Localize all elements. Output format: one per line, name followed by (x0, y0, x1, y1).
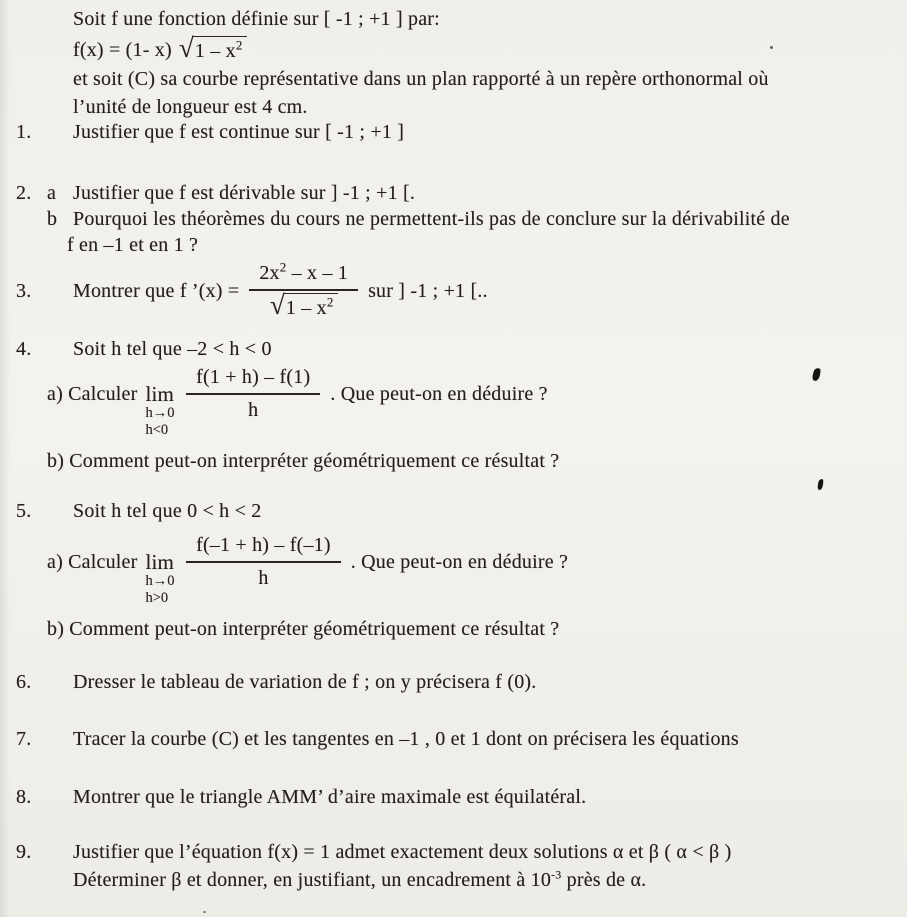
question-2a-text: Justifier que f est dérivable sur ] -1 ; +1 [. (73, 182, 416, 204)
fraction-denominator: h (248, 399, 259, 421)
question-4-number: 4. (16, 338, 32, 360)
radicand-exponent: 2 (326, 294, 334, 310)
question-2b (0, 206, 907, 232)
question-3 (0, 260, 907, 321)
radical-sign-icon: √ (269, 290, 285, 320)
radicand-exponent: 2 (235, 37, 243, 53)
derivative-fraction (249, 260, 358, 321)
formula-line (73, 33, 907, 64)
question-4b (0, 448, 907, 474)
radicand (283, 293, 338, 321)
question-9 (0, 839, 907, 865)
square-root (178, 33, 247, 64)
question-7-text: Tracer la courbe (C) et les tangentes en –1 , 0 et 1 dont on précisera les équations (73, 728, 739, 750)
limit-conditions (145, 573, 174, 607)
question-6 (0, 669, 907, 695)
radicand (192, 36, 247, 64)
question-6-text: Dresser le tableau de variation de f ; on y précisera f (0). (73, 671, 537, 693)
fraction-denominator: h (258, 567, 269, 589)
fraction-numerator: f(–1 + h) – f(–1) (186, 532, 341, 563)
question-2a (0, 180, 907, 206)
intro-text-2: et soit (C) sa courbe représentative dans un plan rapporté à un repère orthonormal où (73, 68, 769, 90)
question-8 (0, 784, 907, 810)
limit-condition-1: h→0 (145, 572, 175, 589)
question-7 (0, 726, 907, 752)
ink-speck (203, 911, 206, 913)
question-4b-text: b) Comment peut-on interpréter géométriquement ce résultat ? (47, 450, 560, 472)
question-3-equation (73, 260, 907, 321)
fraction-denominator (270, 291, 338, 321)
radicand-base: 1 – x (285, 297, 327, 319)
square-root (269, 290, 338, 321)
question-3-number: 3. (16, 279, 32, 302)
question-5-text: Soit h tel que 0 < h < 2 (73, 500, 262, 522)
limit-condition-2: h<0 (145, 421, 169, 438)
question-8-text: Montrer que le triangle AMM’ d’aire maximale est équilatéral. (73, 786, 587, 808)
question-9-continued (0, 867, 907, 893)
question-4a-tail: . Que peut-on en déduire ? (330, 382, 548, 405)
question-2-number: 2. (16, 182, 32, 204)
function-definition-formula (0, 33, 907, 64)
intro-line-3 (0, 94, 907, 120)
question-3-lead: Montrer que f ’(x) = (73, 279, 240, 302)
ink-speck (817, 479, 824, 491)
power-exponent: -3 (551, 867, 562, 882)
question-2a-label: a (47, 182, 57, 204)
difference-quotient-fraction (186, 364, 320, 423)
fraction-numerator: f(1 + h) – f(1) (186, 364, 320, 395)
intro-line-2 (0, 66, 907, 92)
question-1-number: 1. (16, 121, 32, 143)
question-4a-lead: a) Calculer (47, 382, 138, 405)
question-1 (0, 119, 907, 145)
question-4 (0, 336, 907, 362)
fraction-numerator (249, 260, 358, 291)
question-5a-lead: a) Calculer (47, 550, 138, 573)
numerator-exponent: 2 (279, 259, 287, 275)
question-5a-equation (47, 532, 907, 606)
question-5b-text: b) Comment peut-on interpréter géométriquement ce résultat ? (47, 618, 560, 640)
question-5b (0, 616, 907, 642)
question-5-number: 5. (16, 500, 32, 522)
question-5a (0, 532, 907, 606)
question-2b-continued (0, 232, 907, 258)
question-9-text-2 (73, 867, 646, 893)
question-3-tail: sur ] -1 ; +1 [.. (368, 279, 488, 302)
question-4a-equation (47, 364, 907, 438)
question-8-number: 8. (16, 786, 32, 808)
question-4-text: Soit h tel que –2 < h < 0 (73, 338, 272, 360)
difference-quotient-fraction (186, 532, 341, 591)
intro-text-1: Soit f une fonction définie sur [ -1 ; +1 ] par: (73, 8, 440, 30)
intro-text-3: l’unité de longueur est 4 cm. (73, 96, 308, 118)
question-7-number: 7. (16, 728, 32, 750)
question-5a-tail: . Que peut-on en déduire ? (350, 550, 569, 573)
question-2b-label: b (47, 208, 58, 230)
question-6-number: 6. (16, 671, 32, 693)
numerator-head: 2x (259, 262, 280, 284)
numerator-tail: – x – 1 (286, 262, 349, 284)
question-5 (0, 498, 907, 524)
formula-lhs: f(x) = (1- x) (73, 39, 172, 61)
radicand-base: 1 – x (194, 40, 236, 62)
limit-operator (145, 381, 175, 438)
radical-sign-icon: √ (178, 33, 194, 63)
limit-condition-1: h→0 (145, 404, 175, 421)
question-2b-text-1: Pourquoi les théorèmes du cours ne permettent-ils pas de conclure sur la dérivabilité de (73, 208, 790, 230)
question-2b-text-2: f en –1 et en 1 ? (67, 234, 199, 256)
limit-condition-2: h>0 (145, 589, 169, 606)
encadrement-post: près de α. (566, 869, 647, 891)
question-9-number: 9. (16, 841, 32, 863)
question-9-text-1: Justifier que l’équation f(x) = 1 admet exactement deux solutions α et β ( α < β ) (73, 841, 732, 863)
question-4a (0, 364, 907, 438)
ink-speck (770, 46, 773, 49)
question-1-text: Justifier que f est continue sur [ -1 ; +1 ] (73, 121, 405, 143)
intro-line-1 (0, 6, 907, 32)
limit-operator (145, 549, 175, 606)
encadrement-pre: Déterminer β et donner, en justifiant, un encadrement à 10 (73, 869, 552, 891)
limit-conditions (145, 405, 174, 439)
limit-word: lim (145, 381, 175, 406)
limit-word: lim (145, 549, 175, 574)
